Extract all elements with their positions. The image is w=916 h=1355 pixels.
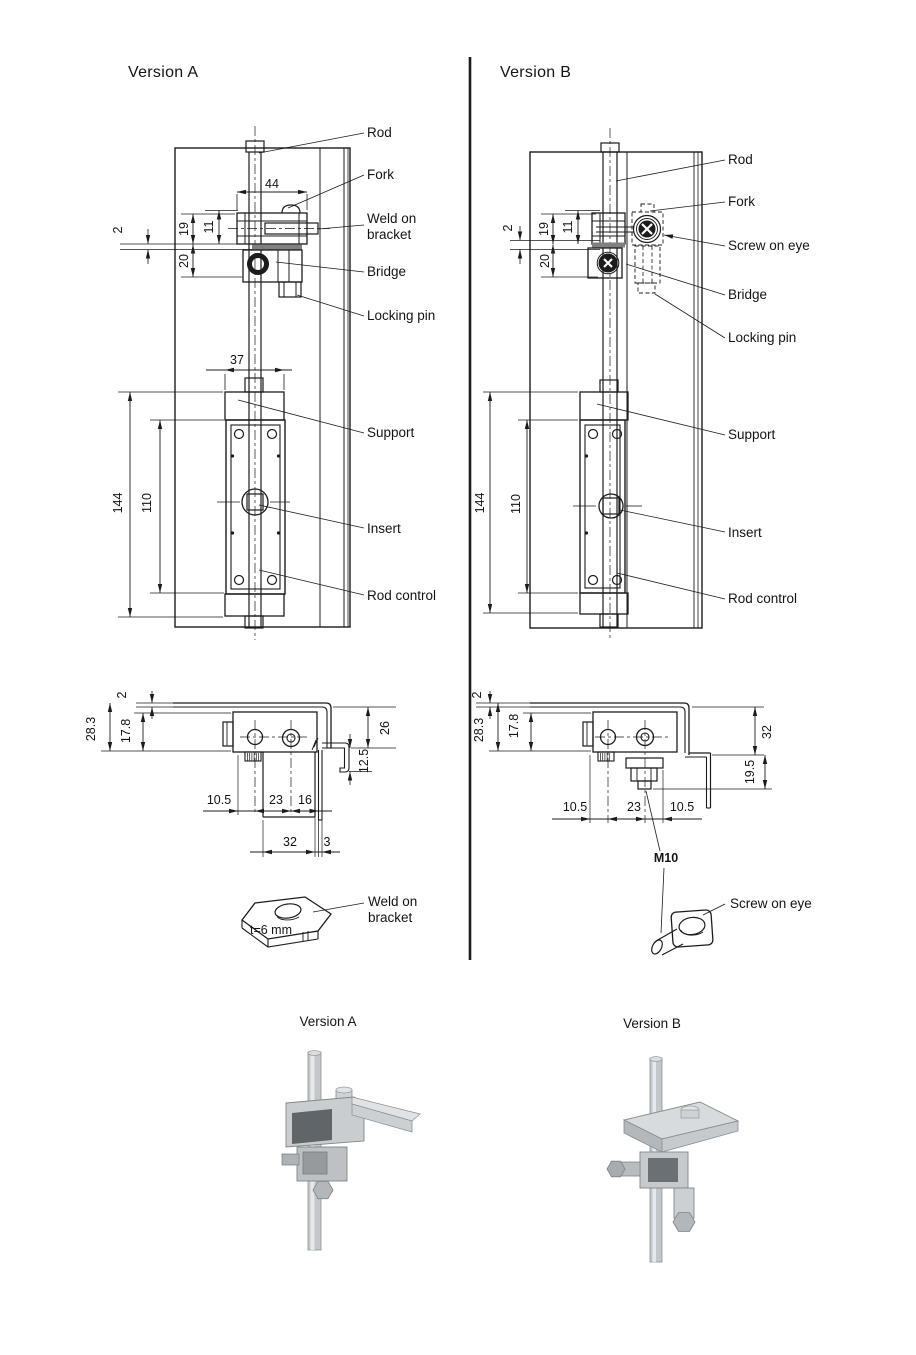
detail-label-weld-on-bracket: Weld on bracket: [368, 894, 418, 925]
label-fork-b: Fork: [728, 194, 755, 209]
dim-bridge-height-b: 20: [538, 254, 552, 268]
label-support-b: Support: [728, 427, 776, 442]
label-weld-on-bracket-a: Weld on bracket: [367, 211, 417, 242]
label-rod-control-a: Rod control: [367, 588, 437, 603]
label-rod-a: Rod: [367, 125, 392, 140]
version-b-title: Version B: [500, 64, 572, 81]
label-fork-a: Fork: [367, 167, 394, 182]
dim-plate-height-a: 110: [140, 493, 154, 513]
dim-panel-thickness-a: 2: [115, 691, 129, 699]
label-locking-pin-a: Locking pin: [367, 308, 436, 323]
label-bridge-a: Bridge: [367, 264, 407, 279]
dim-support-width-a: 37: [230, 353, 244, 367]
dim-fork-width-a: 44: [265, 177, 279, 191]
dim-thread-size-m10: M10: [653, 851, 679, 865]
label-support-a: Support: [367, 425, 415, 440]
dim-stud-length-b: 19.5: [743, 759, 757, 785]
label-locking-pin-b: Locking pin: [728, 330, 797, 345]
dim-plate-gap-b: 2: [501, 224, 515, 232]
dim-overall-height-b: 28.3: [472, 717, 486, 743]
dim-plate-gap-a: 2: [111, 226, 125, 234]
dim-assembly-height-a: 144: [111, 492, 125, 514]
detail-thickness-a: t=6 mm: [249, 923, 293, 937]
photo-caption-a: Version A: [299, 1014, 357, 1029]
dim-clip-height-a: 12.5: [357, 748, 371, 774]
photo-caption-b: Version B: [623, 1016, 681, 1031]
dim-edge-offset-a: 16: [298, 793, 312, 807]
dim-leg-width-a: 32: [283, 835, 297, 849]
dim-flange-drop-a: 26: [378, 721, 392, 735]
dim-assembly-height-b: 144: [473, 492, 487, 514]
dim-body-height-b: 17.8: [507, 713, 521, 739]
dim-flange-drop-b: 32: [760, 725, 774, 739]
label-insert-b: Insert: [728, 525, 762, 540]
dim-overall-height-a: 28.3: [84, 716, 98, 742]
dim-plate-height-b: 110: [509, 494, 523, 514]
label-bridge-b: Bridge: [728, 287, 768, 302]
label-rod-control-b: Rod control: [728, 591, 798, 606]
dim-fork-height-a: 19: [177, 222, 191, 236]
dim-angle-thickness-a: 3: [323, 835, 331, 849]
dim-offset-left-b: 10.5: [562, 800, 588, 814]
label-rod-b: Rod: [728, 152, 753, 167]
dim-fork-inner-b: 11: [561, 220, 575, 234]
version-a-title: Version A: [128, 64, 199, 81]
dim-panel-thickness-b: 2: [470, 691, 484, 699]
dim-bridge-height-a: 20: [177, 254, 191, 268]
dim-offset-left-a: 10.5: [206, 793, 232, 807]
dim-body-height-a: 17.8: [119, 718, 133, 744]
detail-label-screw-on-eye: Screw on eye: [730, 896, 812, 911]
dim-fork-height-b: 19: [537, 222, 551, 236]
dim-fork-inner-a: 11: [202, 220, 216, 234]
dim-hole-spacing-b: 23: [627, 800, 641, 814]
label-screw-on-eye-b: Screw on eye: [728, 238, 810, 253]
dim-hole-spacing-a: 23: [269, 793, 283, 807]
label-insert-a: Insert: [367, 521, 401, 536]
dim-offset-right-b: 10.5: [669, 800, 695, 814]
